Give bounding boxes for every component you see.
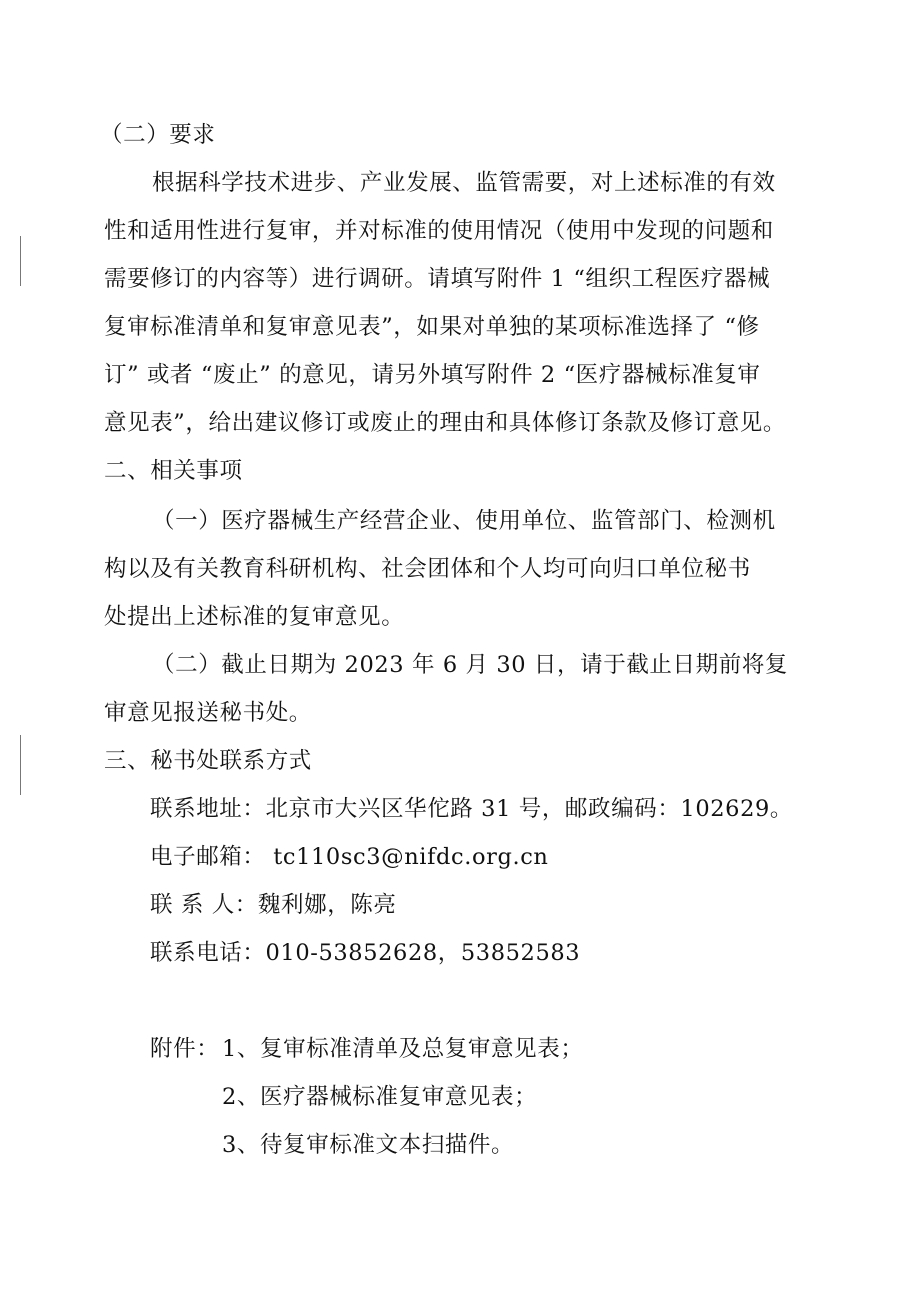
contact-person: 联 系 人：魏利娜，陈亮 xyxy=(150,892,397,918)
contact-phone: 联系电话：010-53852628，53852583 xyxy=(150,940,581,966)
contact-email: 电子邮箱： tc110sc3@nifdc.org.cn xyxy=(150,844,549,870)
attachment-item-2: 2、医疗器械标准复审意见表； xyxy=(222,1084,538,1110)
related-item2-line-2: 审意见报送秘书处。 xyxy=(104,700,312,726)
related-item1-line-2: 构以及有关教育科研机构、社会团体和个人均可向归口单位秘书 xyxy=(104,556,751,582)
attachment-item-1: 1、复审标准清单及总复审意见表； xyxy=(222,1036,584,1062)
related-item1-line-3: 处提出上述标准的复审意见。 xyxy=(104,604,405,630)
section-heading-related-matters: 二、相关事项 xyxy=(104,458,243,484)
requirements-line-3: 需要修订的内容等）进行调研。请填写附件 1 “组织工程医疗器械 xyxy=(104,266,771,292)
scan-margin-mark-bottom xyxy=(20,735,21,795)
requirements-line-6: 意见表”，给出建议修订或废止的理由和具体修订条款及修订意见。 xyxy=(104,410,787,436)
requirements-line-4: 复审标准清单和复审意见表”，如果对单独的某项标准选择了 “修 xyxy=(104,314,760,340)
attachments-label: 附件： xyxy=(150,1036,220,1062)
related-item2-line-1: （二）截止日期为 2023 年 6 月 30 日，请于截止日期前将复 xyxy=(152,652,789,678)
requirements-line-5: 订” 或者 “废止” 的意见，请另外填写附件 2 “医疗器械标准复审 xyxy=(104,362,761,388)
requirements-line-2: 性和适用性进行复审，并对标准的使用情况（使用中发现的问题和 xyxy=(104,218,774,244)
contact-address: 联系地址：北京市大兴区华佗路 31 号，邮政编码：102629。 xyxy=(150,796,794,822)
attachment-item-3: 3、待复审标准文本扫描件。 xyxy=(222,1132,515,1158)
scan-margin-mark-top xyxy=(20,236,21,286)
requirements-line-1: 根据科学技术进步、产业发展、监管需要，对上述标准的有效 xyxy=(152,170,776,196)
related-item1-line-1: （一）医疗器械生产经营企业、使用单位、监管部门、检测机 xyxy=(152,508,776,534)
section-heading-contact: 三、秘书处联系方式 xyxy=(104,748,312,774)
section-heading-requirements: （二）要求 xyxy=(100,122,216,148)
